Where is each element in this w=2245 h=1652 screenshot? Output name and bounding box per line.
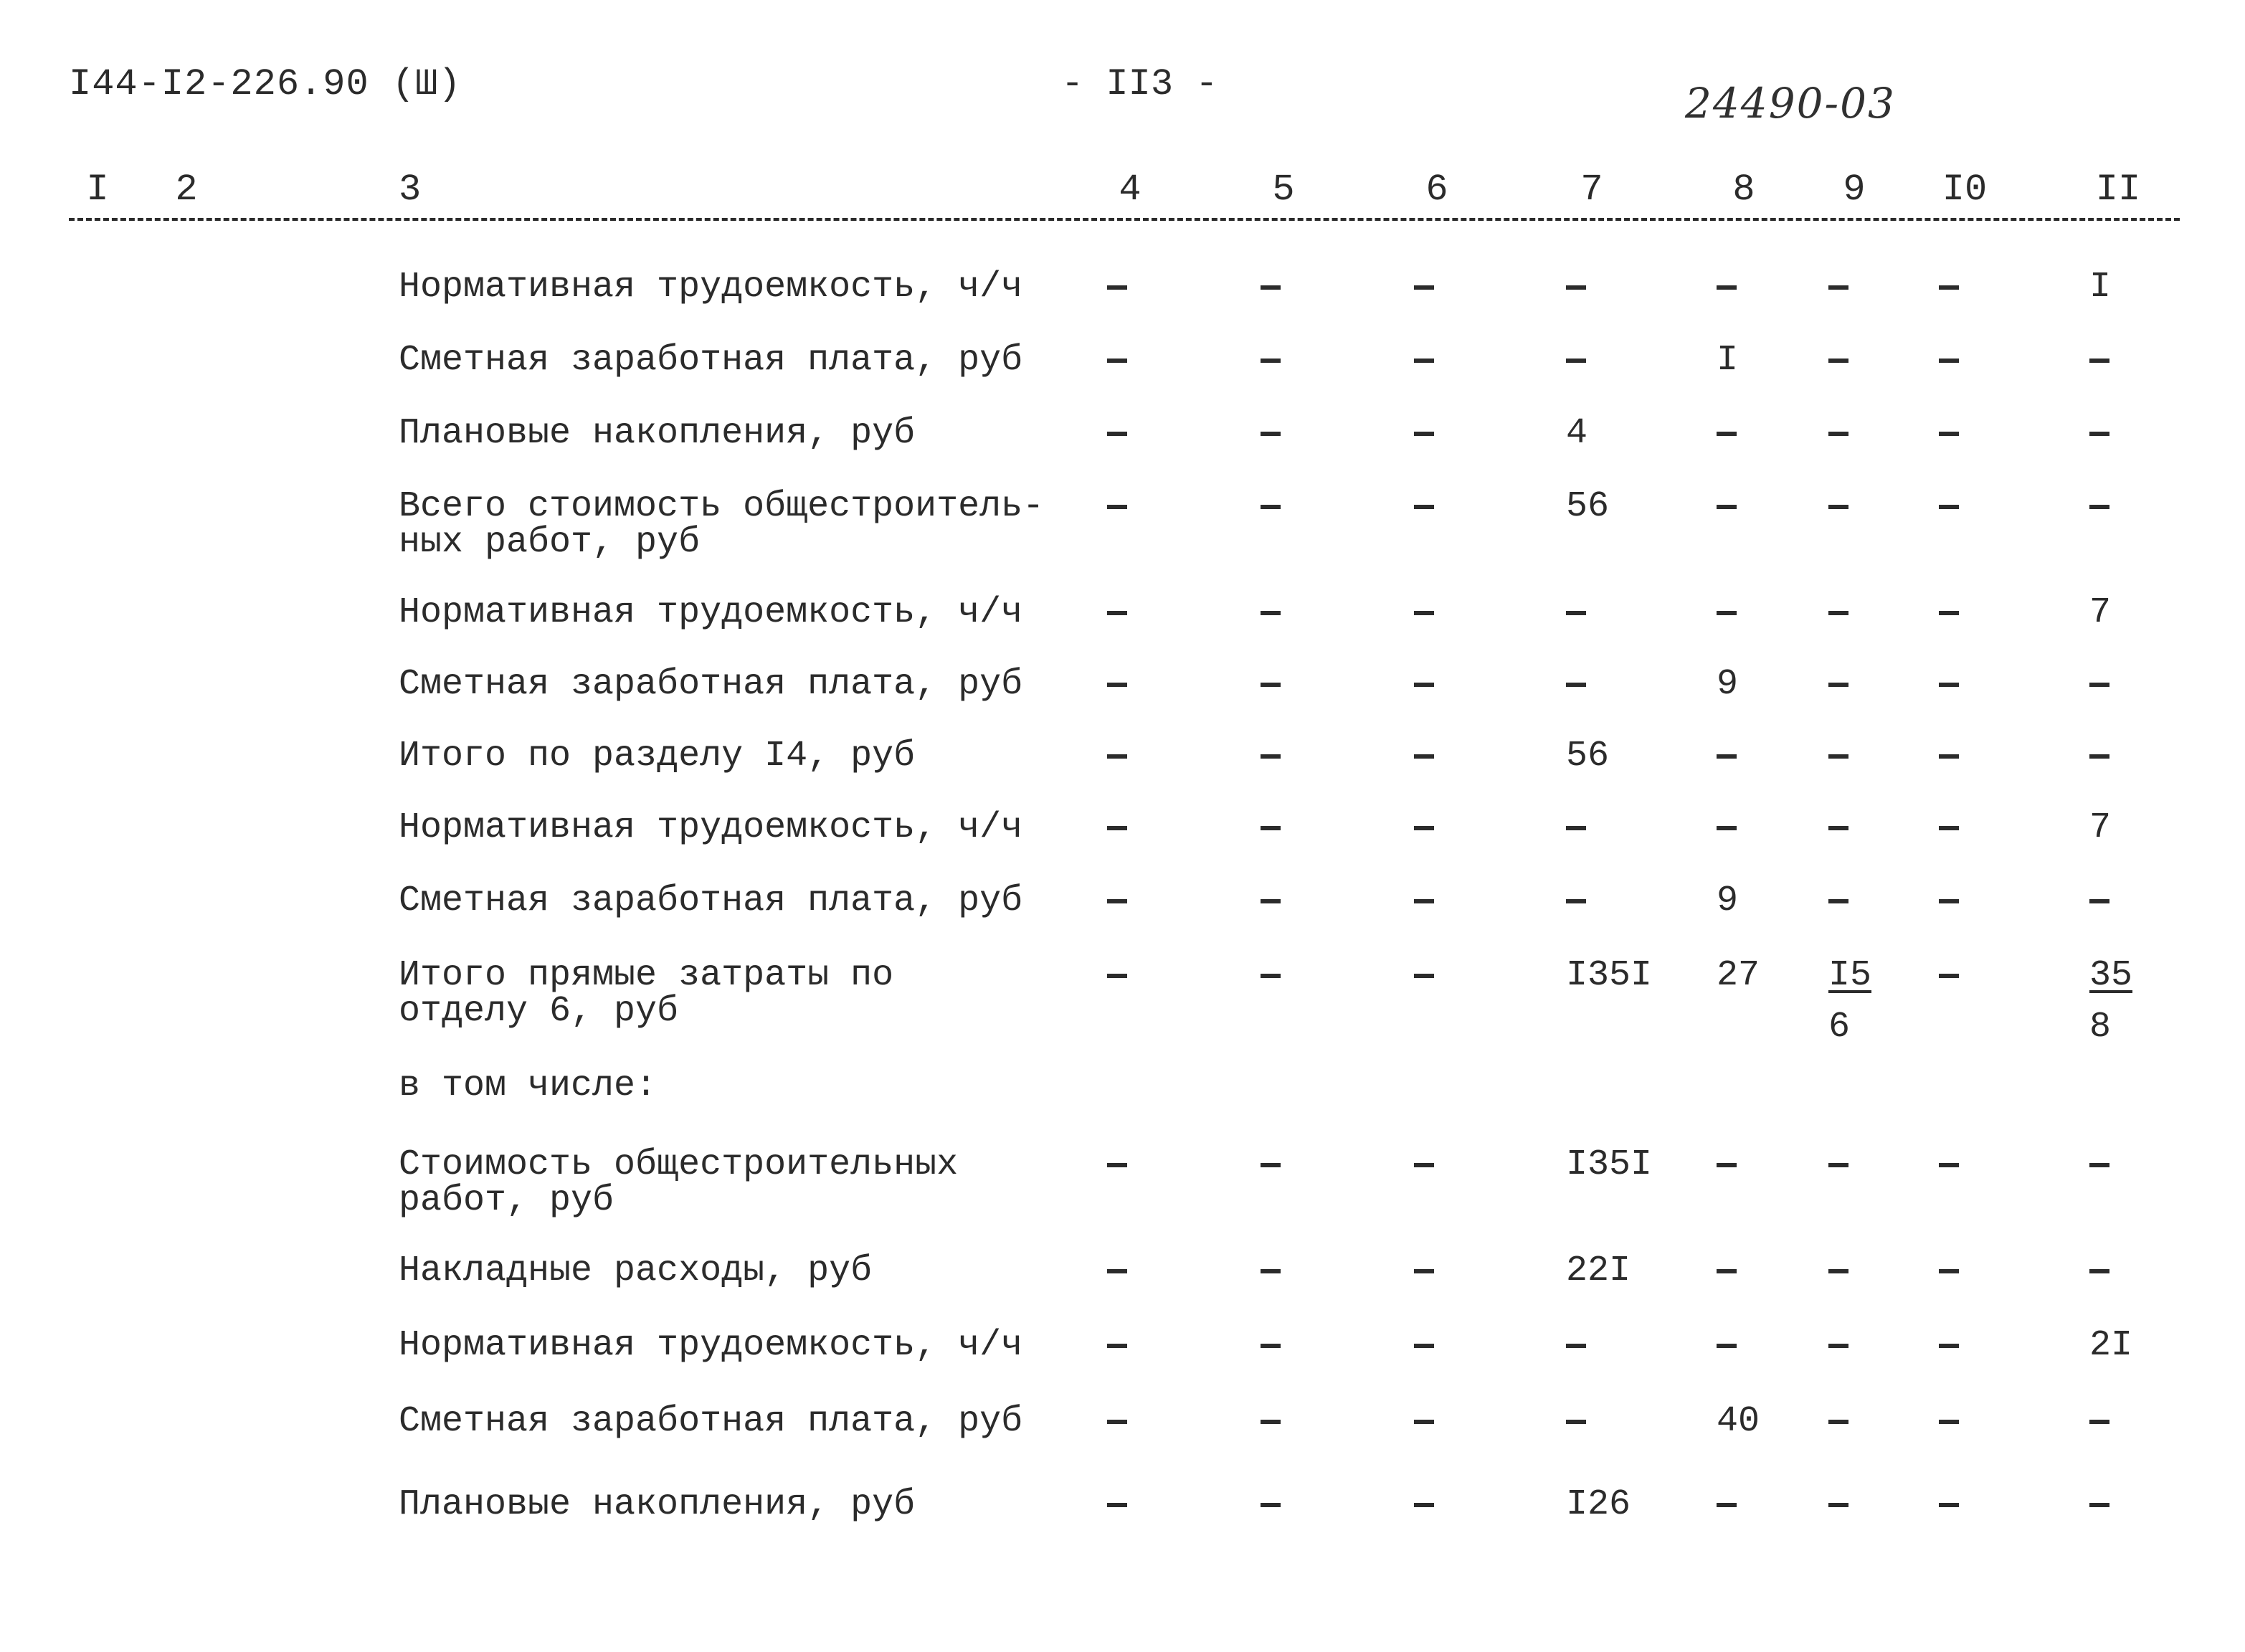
column-header-rule	[69, 218, 2180, 221]
empty-value-dash	[1414, 1404, 1435, 1424]
dash-mark	[1414, 611, 1434, 615]
dash-mark	[1828, 1420, 1848, 1424]
dash-mark	[1261, 754, 1281, 759]
dash-mark	[1261, 1269, 1281, 1273]
dash-mark	[1566, 683, 1586, 687]
row-label	[399, 1065, 658, 1106]
dash-mark	[1566, 359, 1586, 363]
row-label	[399, 1401, 1023, 1442]
empty-value-dash	[1107, 1147, 1129, 1167]
dash-mark	[2089, 899, 2109, 903]
empty-value-dash	[1717, 270, 1738, 290]
fraction-denominator: 8	[2089, 1007, 2112, 1048]
empty-value-dash	[1566, 343, 1587, 363]
column-number-4: 4	[1119, 168, 1142, 211]
empty-value-dash	[1107, 883, 1129, 903]
dash-mark	[1261, 432, 1281, 436]
column-number-5: 5	[1272, 168, 1295, 211]
empty-value-dash	[1107, 270, 1129, 290]
row-label-line: Нормативная трудоемкость, ч/ч	[399, 267, 1023, 308]
empty-value-dash	[2089, 1404, 2111, 1424]
empty-value-dash	[1828, 1404, 1850, 1424]
dash-mark	[1566, 899, 1586, 903]
empty-value-dash	[1107, 667, 1129, 687]
dash-mark	[1939, 826, 1959, 830]
empty-value-dash	[1107, 810, 1129, 830]
empty-value-dash	[1261, 343, 1282, 363]
empty-value-dash	[1939, 1147, 1960, 1167]
dash-mark	[1107, 826, 1127, 830]
empty-value-dash	[1566, 810, 1587, 830]
column-number-6: 6	[1425, 168, 1448, 211]
dash-mark	[1261, 974, 1281, 978]
empty-value-dash	[1107, 595, 1129, 615]
dash-mark	[1717, 285, 1737, 290]
empty-value-dash	[1261, 489, 1282, 509]
dash-mark	[1261, 683, 1281, 687]
dash-mark	[1939, 899, 1959, 903]
dash-mark	[1939, 285, 1959, 290]
dash-mark	[1414, 1269, 1434, 1273]
dash-mark	[1261, 1420, 1281, 1424]
row-label	[399, 736, 916, 777]
empty-value-dash	[1414, 489, 1435, 509]
empty-value-dash	[1107, 416, 1129, 436]
dash-mark	[1939, 1503, 1959, 1507]
empty-value-dash	[1414, 958, 1435, 978]
dash-mark	[1261, 611, 1281, 615]
empty-value-dash	[1566, 667, 1587, 687]
empty-value-dash	[1939, 1253, 1960, 1273]
dash-mark	[2089, 505, 2109, 509]
dash-mark	[1261, 505, 1281, 509]
dash-mark	[1717, 754, 1737, 759]
value-cell: 56	[1566, 486, 1610, 527]
dash-mark	[1939, 1269, 1959, 1273]
empty-value-dash	[1566, 883, 1587, 903]
column-number-1: I	[86, 168, 109, 211]
dash-mark	[1939, 683, 1959, 687]
fraction-cell	[2089, 955, 2168, 1048]
empty-value-dash	[1107, 958, 1129, 978]
column-number-8: 8	[1732, 168, 1755, 211]
empty-value-dash	[1828, 1147, 1850, 1167]
row-label	[399, 1484, 916, 1525]
empty-value-dash	[1939, 810, 1960, 830]
column-number-11: II	[2095, 168, 2141, 211]
dash-mark	[2089, 683, 2109, 687]
empty-value-dash	[2089, 343, 2111, 363]
empty-value-dash	[1414, 416, 1435, 436]
dash-mark	[1828, 1163, 1848, 1167]
empty-value-dash	[1939, 1328, 1960, 1348]
dash-mark	[1107, 505, 1127, 509]
value-cell: 9	[1717, 664, 1739, 705]
dash-mark	[1414, 1163, 1434, 1167]
dash-mark	[1939, 1420, 1959, 1424]
empty-value-dash	[1828, 416, 1850, 436]
empty-value-dash	[1717, 1328, 1738, 1348]
dash-mark	[1566, 285, 1586, 290]
dash-mark	[2089, 359, 2109, 363]
dash-mark	[1107, 1269, 1127, 1273]
dash-mark	[1717, 432, 1737, 436]
dash-mark	[1107, 1503, 1127, 1507]
empty-value-dash	[1828, 343, 1850, 363]
dash-mark	[1107, 974, 1127, 978]
row-label-line: Сметная заработная плата, руб	[399, 664, 1023, 705]
fraction-numerator: I5	[1828, 955, 1872, 996]
empty-value-dash	[1414, 1328, 1435, 1348]
row-label-line: Стоимость общестроительных	[399, 1144, 959, 1185]
dash-mark	[1717, 1269, 1737, 1273]
page-number: - II3 -	[1061, 63, 1218, 105]
empty-value-dash	[1107, 739, 1129, 759]
empty-value-dash	[1414, 667, 1435, 687]
dash-mark	[1414, 683, 1434, 687]
dash-mark	[1939, 1163, 1959, 1167]
dash-mark	[1566, 611, 1586, 615]
empty-value-dash	[1414, 595, 1435, 615]
dash-mark	[1939, 359, 1959, 363]
dash-mark	[1414, 285, 1434, 290]
dash-mark	[1828, 432, 1848, 436]
row-label-line: Итого прямые затраты по	[399, 955, 894, 996]
value-cell: 22I	[1566, 1250, 1631, 1291]
dash-mark	[2089, 1269, 2109, 1273]
row-label	[399, 267, 1023, 308]
row-label-line: Плановые накопления, руб	[399, 1484, 916, 1525]
dash-mark	[1828, 899, 1848, 903]
dash-mark	[1414, 359, 1434, 363]
dash-mark	[1414, 432, 1434, 436]
empty-value-dash	[1828, 1253, 1850, 1273]
dash-mark	[1939, 505, 1959, 509]
value-cell: 7	[2089, 807, 2112, 848]
dash-mark	[1107, 1420, 1127, 1424]
dash-mark	[1261, 899, 1281, 903]
empty-value-dash	[1107, 1404, 1129, 1424]
row-label	[399, 592, 1023, 633]
empty-value-dash	[1261, 595, 1282, 615]
empty-value-dash	[1107, 1328, 1129, 1348]
empty-value-dash	[1414, 810, 1435, 830]
dash-mark	[1107, 754, 1127, 759]
empty-value-dash	[1717, 416, 1738, 436]
row-label	[399, 1325, 1023, 1366]
empty-value-dash	[1414, 739, 1435, 759]
row-label-line: Итого по разделу I4, руб	[399, 736, 916, 777]
value-cell: 4	[1566, 413, 1588, 454]
empty-value-dash	[1566, 1328, 1587, 1348]
dash-mark	[1261, 359, 1281, 363]
dash-mark	[1828, 611, 1848, 615]
dash-mark	[1107, 611, 1127, 615]
empty-value-dash	[1261, 1253, 1282, 1273]
dash-mark	[2089, 1163, 2109, 1167]
empty-value-dash	[1717, 810, 1738, 830]
row-label-line: Накладные расходы, руб	[399, 1250, 873, 1291]
dash-mark	[1261, 1503, 1281, 1507]
fraction-numerator: 35	[2089, 955, 2133, 996]
empty-value-dash	[2089, 416, 2111, 436]
empty-value-dash	[2089, 883, 2111, 903]
row-label	[399, 1144, 959, 1221]
empty-value-dash	[1261, 1328, 1282, 1348]
row-label-line: Нормативная трудоемкость, ч/ч	[399, 807, 1023, 848]
empty-value-dash	[1828, 739, 1850, 759]
empty-value-dash	[2089, 1253, 2111, 1273]
dash-mark	[1939, 611, 1959, 615]
empty-value-dash	[1566, 1404, 1587, 1424]
dash-mark	[1107, 432, 1127, 436]
dash-mark	[1828, 359, 1848, 363]
empty-value-dash	[2089, 1147, 2111, 1167]
value-cell: 9	[1717, 880, 1739, 921]
row-label-line: ных работ, руб	[399, 522, 701, 563]
dash-mark	[1828, 683, 1848, 687]
dash-mark	[1939, 1344, 1959, 1348]
empty-value-dash	[1414, 1253, 1435, 1273]
value-cell: I35I	[1566, 955, 1653, 996]
empty-value-dash	[1828, 270, 1850, 290]
dash-mark	[1414, 1420, 1434, 1424]
value-cell: 7	[2089, 592, 2112, 633]
dash-mark	[1107, 1163, 1127, 1167]
dash-mark	[1717, 611, 1737, 615]
row-label	[399, 664, 1023, 705]
empty-value-dash	[1717, 1147, 1738, 1167]
column-number-3: 3	[399, 168, 422, 211]
dash-mark	[1717, 505, 1737, 509]
dash-mark	[1107, 899, 1127, 903]
empty-value-dash	[1939, 883, 1960, 903]
empty-value-dash	[1261, 739, 1282, 759]
empty-value-dash	[1414, 883, 1435, 903]
dash-mark	[1414, 505, 1434, 509]
dash-mark	[1414, 754, 1434, 759]
empty-value-dash	[1828, 1487, 1850, 1507]
row-label-line: Сметная заработная плата, руб	[399, 340, 1023, 381]
empty-value-dash	[2089, 739, 2111, 759]
dash-mark	[1107, 1344, 1127, 1348]
value-cell: I	[1717, 340, 1739, 381]
empty-value-dash	[1717, 595, 1738, 615]
empty-value-dash	[1261, 883, 1282, 903]
empty-value-dash	[1828, 810, 1850, 830]
dash-mark	[2089, 754, 2109, 759]
empty-value-dash	[1107, 1487, 1129, 1507]
row-label-line: Нормативная трудоемкость, ч/ч	[399, 1325, 1023, 1366]
empty-value-dash	[1717, 489, 1738, 509]
dash-mark	[1717, 1344, 1737, 1348]
empty-value-dash	[1261, 270, 1282, 290]
value-cell: I	[2089, 267, 2112, 308]
row-label	[399, 1250, 873, 1291]
empty-value-dash	[2089, 489, 2111, 509]
dash-mark	[1828, 826, 1848, 830]
fraction-denominator: 6	[1828, 1007, 1851, 1048]
empty-value-dash	[1939, 739, 1960, 759]
dash-mark	[1107, 285, 1127, 290]
empty-value-dash	[1107, 489, 1129, 509]
dash-mark	[1717, 1503, 1737, 1507]
empty-value-dash	[1261, 958, 1282, 978]
empty-value-dash	[1939, 1404, 1960, 1424]
dash-mark	[1717, 826, 1737, 830]
dash-mark	[1107, 359, 1127, 363]
fraction-cell	[1828, 955, 1907, 1048]
row-label	[399, 413, 916, 454]
row-label-line: Нормативная трудоемкость, ч/ч	[399, 592, 1023, 633]
column-number-9: 9	[1843, 168, 1866, 211]
empty-value-dash	[1939, 270, 1960, 290]
dash-mark	[1261, 826, 1281, 830]
row-label	[399, 955, 894, 1032]
dash-mark	[1939, 432, 1959, 436]
value-cell: I35I	[1566, 1144, 1653, 1185]
empty-value-dash	[1939, 958, 1960, 978]
dash-mark	[2089, 1420, 2109, 1424]
row-label-line: работ, руб	[399, 1180, 614, 1221]
row-label-line: Сметная заработная плата, руб	[399, 880, 1023, 921]
empty-value-dash	[1717, 739, 1738, 759]
empty-value-dash	[1939, 667, 1960, 687]
empty-value-dash	[1717, 1487, 1738, 1507]
dash-mark	[1261, 285, 1281, 290]
row-label-line: Плановые накопления, руб	[399, 413, 916, 454]
row-label	[399, 486, 1045, 563]
column-number-10: I0	[1942, 168, 1988, 211]
dash-mark	[1261, 1344, 1281, 1348]
empty-value-dash	[1566, 270, 1587, 290]
reference-number: 24490-03	[1685, 79, 1896, 128]
empty-value-dash	[1261, 1147, 1282, 1167]
empty-value-dash	[1261, 810, 1282, 830]
dash-mark	[1566, 826, 1586, 830]
empty-value-dash	[1261, 416, 1282, 436]
empty-value-dash	[1107, 343, 1129, 363]
row-label-line: в том числе:	[399, 1065, 658, 1106]
empty-value-dash	[2089, 1487, 2111, 1507]
value-cell: 27	[1717, 955, 1760, 996]
dash-mark	[1939, 754, 1959, 759]
empty-value-dash	[1566, 595, 1587, 615]
empty-value-dash	[1261, 667, 1282, 687]
empty-value-dash	[1828, 1328, 1850, 1348]
dash-mark	[1414, 1503, 1434, 1507]
value-cell: I26	[1566, 1484, 1631, 1525]
empty-value-dash	[2089, 667, 2111, 687]
empty-value-dash	[1828, 667, 1850, 687]
dash-mark	[1566, 1344, 1586, 1348]
empty-value-dash	[1939, 343, 1960, 363]
dash-mark	[1939, 974, 1959, 978]
dash-mark	[1414, 899, 1434, 903]
dash-mark	[1261, 1163, 1281, 1167]
empty-value-dash	[1107, 1253, 1129, 1273]
empty-value-dash	[1939, 595, 1960, 615]
dash-mark	[1717, 1163, 1737, 1167]
empty-value-dash	[1414, 1487, 1435, 1507]
row-label	[399, 340, 1023, 381]
value-cell: 2I	[2089, 1325, 2133, 1366]
empty-value-dash	[1414, 270, 1435, 290]
row-label-line: отделу 6, руб	[399, 991, 679, 1032]
row-label	[399, 807, 1023, 848]
empty-value-dash	[1261, 1404, 1282, 1424]
empty-value-dash	[1717, 1253, 1738, 1273]
dash-mark	[1828, 754, 1848, 759]
dash-mark	[2089, 432, 2109, 436]
empty-value-dash	[1939, 416, 1960, 436]
dash-mark	[1828, 1503, 1848, 1507]
dash-mark	[1566, 1420, 1586, 1424]
dash-mark	[1828, 1344, 1848, 1348]
empty-value-dash	[1414, 343, 1435, 363]
empty-value-dash	[1828, 595, 1850, 615]
dash-mark	[1107, 683, 1127, 687]
empty-value-dash	[1828, 489, 1850, 509]
dash-mark	[1828, 285, 1848, 290]
row-label-line: Сметная заработная плата, руб	[399, 1401, 1023, 1442]
value-cell: 40	[1717, 1401, 1760, 1442]
empty-value-dash	[1939, 1487, 1960, 1507]
column-number-2: 2	[175, 168, 198, 211]
dash-mark	[1414, 826, 1434, 830]
dash-mark	[1828, 1269, 1848, 1273]
document-code: I44-I2-226.90 (Ш)	[69, 63, 462, 105]
empty-value-dash	[1414, 1147, 1435, 1167]
dash-mark	[2089, 1503, 2109, 1507]
row-label	[399, 880, 1023, 921]
column-number-7: 7	[1580, 168, 1603, 211]
empty-value-dash	[1939, 489, 1960, 509]
dash-mark	[1414, 1344, 1434, 1348]
row-label-line: Всего стоимость общестроитель-	[399, 486, 1045, 527]
empty-value-dash	[1828, 883, 1850, 903]
value-cell: 56	[1566, 736, 1610, 777]
empty-value-dash	[1261, 1487, 1282, 1507]
dash-mark	[1828, 505, 1848, 509]
column-header-row	[0, 168, 2245, 226]
dash-mark	[1414, 974, 1434, 978]
